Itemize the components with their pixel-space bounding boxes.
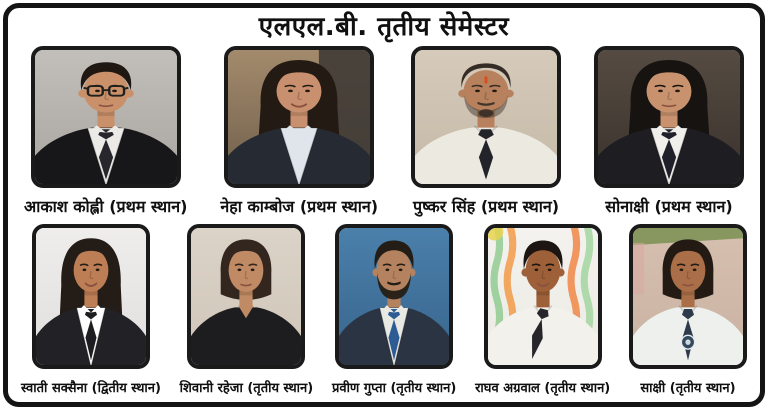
poster-title: एलएल.बी. तृतीय सेमेस्टर — [258, 12, 510, 42]
person-card — [21, 224, 161, 396]
person-card — [220, 46, 378, 217]
person-card — [180, 224, 314, 396]
person-name-label: राघव अग्रवाल (तृतीय स्थान) — [475, 381, 611, 397]
portrait-photo — [31, 46, 181, 188]
person-name-label: स्वाती सक्सैना (द्वितीय स्थान) — [21, 381, 161, 397]
portrait-photo — [187, 224, 305, 369]
person-name-label: साक्षी (तृतीय स्थान) — [640, 381, 736, 397]
portrait-photo — [411, 46, 561, 188]
poster-frame — [3, 3, 765, 407]
person-name-label: नेहा काम्बोज (प्रथम स्थान) — [220, 197, 379, 217]
person-name-label: सोनाक्षी (प्रथम स्थान) — [605, 197, 733, 217]
person-card — [629, 224, 747, 396]
person-name-label: प्रवीण गुप्ता (तृतीय स्थान) — [331, 381, 457, 397]
person-name-label: पुष्कर सिंह (प्रथम स्थान) — [413, 197, 560, 217]
portrait-photo — [335, 224, 453, 369]
person-card — [332, 224, 456, 396]
person-card — [24, 46, 187, 217]
person-name-label: शिवानी रहेजा (तृतीय स्थान) — [179, 381, 314, 397]
portrait-photo — [629, 224, 747, 369]
photo-row-second — [8, 224, 760, 396]
person-card — [411, 46, 561, 217]
person-card — [475, 224, 610, 396]
portrait-photo — [32, 224, 150, 369]
person-card — [594, 46, 744, 217]
person-name-label: आकाश कोह्ली (प्रथम स्थान) — [24, 197, 188, 217]
portrait-photo — [594, 46, 744, 188]
portrait-photo — [484, 224, 602, 369]
photo-row-first — [8, 46, 760, 217]
portrait-photo — [224, 46, 374, 188]
